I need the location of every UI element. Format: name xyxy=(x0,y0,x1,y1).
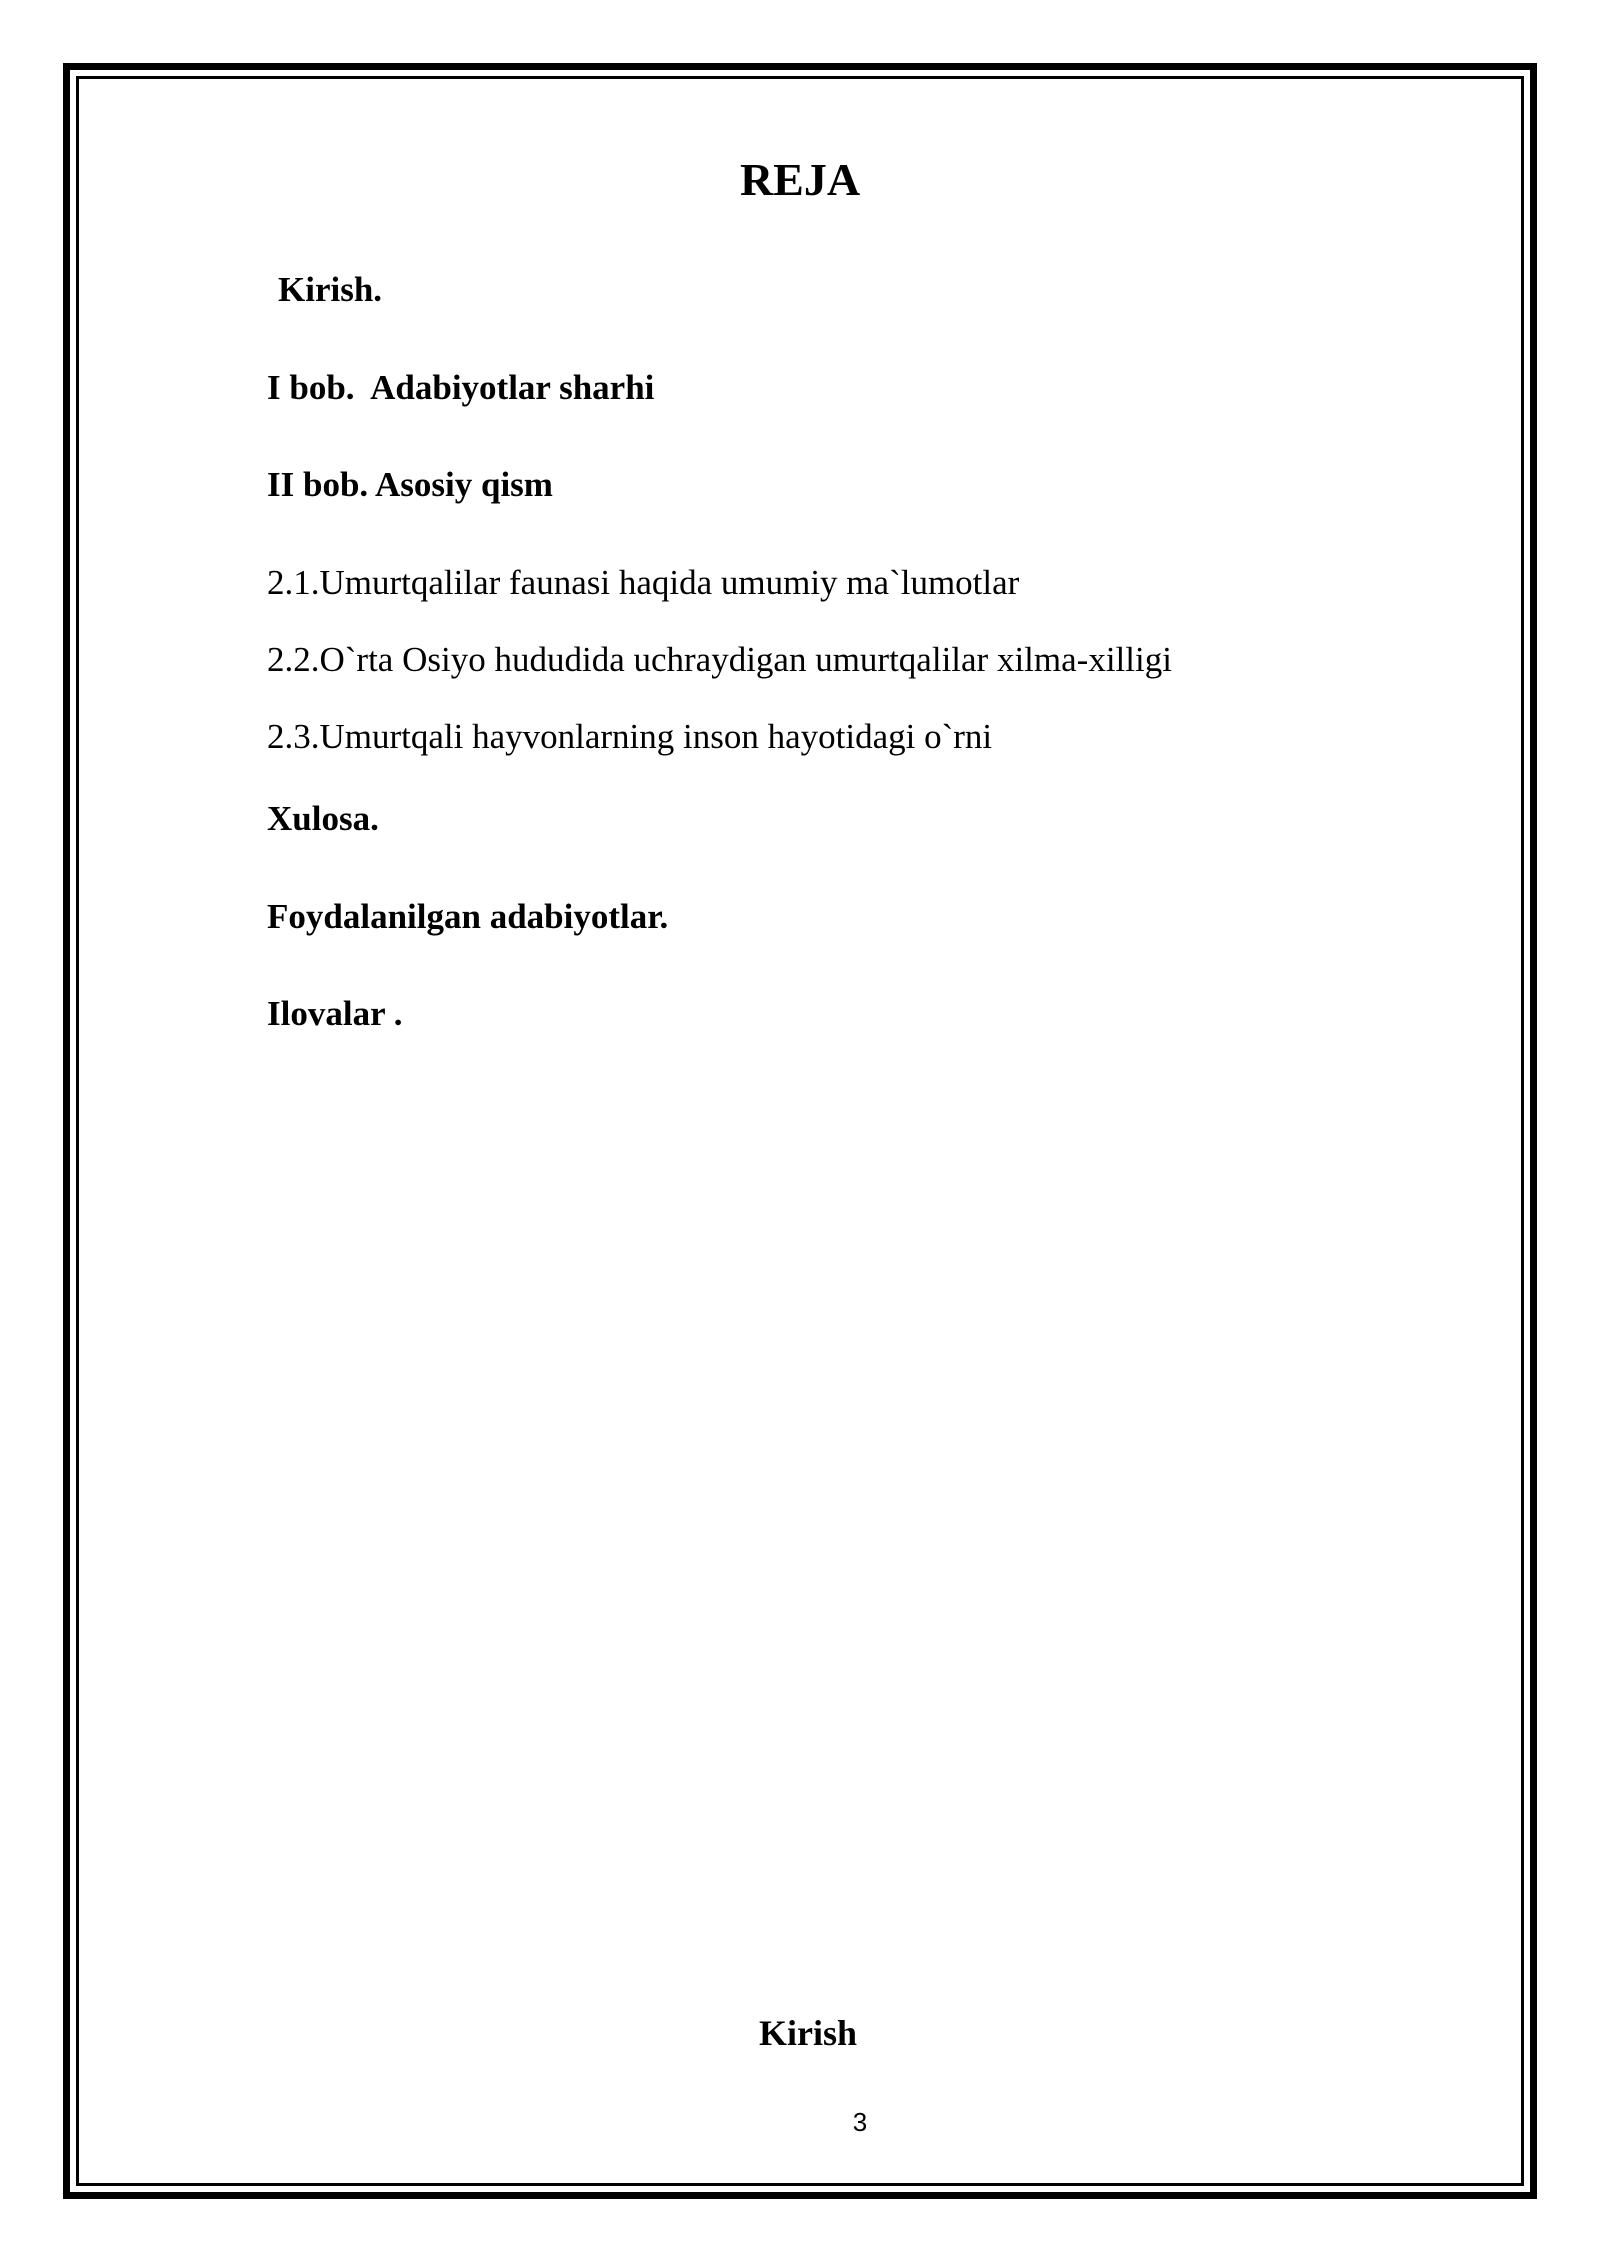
plan-item-section-2-1: 2.1.Umurtqalilar faunasi haqida umumiy ma`lumotlar xyxy=(267,563,1020,602)
next-section-heading: Kirish xyxy=(758,2013,857,2053)
plan-item-chapter-1: I bob. Adabiyotlar sharhi xyxy=(267,368,655,407)
plan-item-section-2-2: 2.2.O`rta Osiyo hududida uchraydigan umurtqalilar xilma-xilligi xyxy=(267,640,1172,679)
page-number: 3 xyxy=(852,2107,868,2137)
plan-item-intro: Kirish. xyxy=(278,270,383,309)
page-title: REJA xyxy=(739,154,861,205)
plan-item-section-2-3: 2.3.Umurtqali hayvonlarning inson hayotidagi o`rni xyxy=(267,717,993,756)
plan-item-appendices: Ilovalar . xyxy=(267,994,403,1033)
plan-item-chapter-2: II bob. Asosiy qism xyxy=(267,465,553,504)
plan-item-conclusion: Xulosa. xyxy=(267,799,379,838)
plan-item-references: Foydalanilgan adabiyotlar. xyxy=(267,897,669,936)
